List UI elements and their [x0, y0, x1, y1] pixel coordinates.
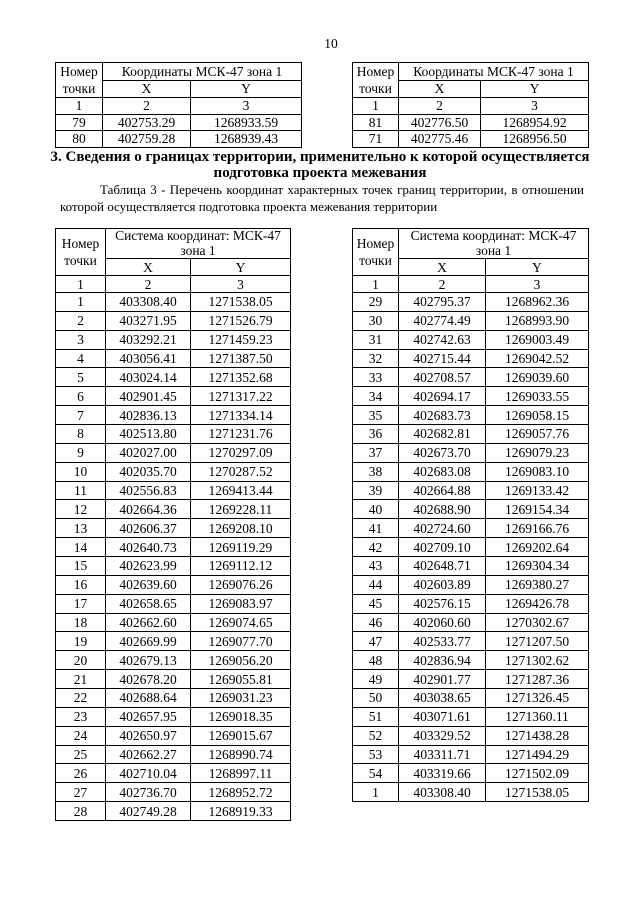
coordinates-table-top-right — [352, 62, 589, 148]
point-number-cell: 11 — [56, 481, 106, 500]
x-coordinate-cell: 403311.71 — [399, 745, 486, 764]
point-number-cell: 2 — [56, 311, 106, 330]
x-column-header: X — [106, 259, 191, 276]
point-number-cell: 10 — [56, 462, 106, 481]
x-coordinate-cell: 403271.95 — [106, 311, 191, 330]
x-coordinate-cell: 402742.63 — [399, 330, 486, 349]
table-row — [56, 519, 291, 538]
x-coordinate-cell: 403056.41 — [106, 349, 191, 368]
x-column-header: X — [103, 80, 191, 98]
x-coordinate-cell: 402694.17 — [399, 387, 486, 406]
table-row — [56, 481, 291, 500]
table-row — [56, 538, 291, 557]
x-coordinate-cell: 402688.64 — [106, 689, 191, 708]
y-coordinate-cell: 1270302.67 — [486, 613, 589, 632]
point-number-cell: 4 — [56, 349, 106, 368]
y-coordinate-cell: 1269042.52 — [486, 349, 589, 368]
table-row — [56, 114, 302, 131]
y-coordinate-cell: 1269056.20 — [191, 651, 291, 670]
y-coordinate-cell: 1271207.50 — [486, 632, 589, 651]
x-coordinate-cell: 402776.50 — [399, 114, 481, 131]
table-row — [353, 670, 589, 689]
y-coordinate-cell: 1269033.55 — [486, 387, 589, 406]
table-row — [56, 613, 291, 632]
table-row — [56, 670, 291, 689]
table-row — [56, 651, 291, 670]
point-number-header: Номер точки — [353, 229, 399, 276]
x-coordinate-cell: 402662.60 — [106, 613, 191, 632]
y-coordinate-cell: 1268997.11 — [191, 764, 291, 783]
x-coordinate-cell: 402710.04 — [106, 764, 191, 783]
point-number-cell: 49 — [353, 670, 399, 689]
y-coordinate-cell: 1269166.76 — [486, 519, 589, 538]
x-coordinate-cell: 402623.99 — [106, 557, 191, 576]
x-coordinate-cell: 402640.73 — [106, 538, 191, 557]
point-number-cell: 1 — [56, 293, 106, 312]
y-coordinate-cell: 1270287.52 — [191, 462, 291, 481]
point-number-cell: 40 — [353, 500, 399, 519]
y-coordinate-cell: 1271538.05 — [191, 293, 291, 312]
point-number-cell: 37 — [353, 443, 399, 462]
column-number-1: 1 — [56, 276, 106, 293]
section-heading-line: 3. Сведения о границах территории, применительно к которой осуществляется — [50, 149, 590, 165]
table-row — [56, 726, 291, 745]
point-number-cell: 9 — [56, 443, 106, 462]
table-row — [353, 330, 589, 349]
x-coordinate-cell: 403308.40 — [399, 783, 486, 802]
y-column-header: Y — [486, 259, 589, 276]
point-number-cell: 47 — [353, 632, 399, 651]
point-number-cell: 44 — [353, 575, 399, 594]
table-row — [353, 293, 589, 312]
table-row — [353, 538, 589, 557]
point-number-cell: 36 — [353, 425, 399, 444]
y-column-header: Y — [191, 80, 302, 98]
y-coordinate-cell: 1271538.05 — [486, 783, 589, 802]
y-coordinate-cell: 1269077.70 — [191, 632, 291, 651]
x-column-header: X — [399, 259, 486, 276]
table-caption-line: которой осуществляется подготовка проекта межевания территории — [60, 199, 438, 214]
x-coordinate-cell: 403292.21 — [106, 330, 191, 349]
y-coordinate-cell: 1269228.11 — [191, 500, 291, 519]
point-number-cell: 25 — [56, 745, 106, 764]
point-number-cell: 19 — [56, 632, 106, 651]
x-coordinate-cell: 402662.27 — [106, 745, 191, 764]
point-number-cell: 28 — [56, 802, 106, 821]
column-number-1: 1 — [353, 276, 399, 293]
y-coordinate-cell: 1269304.34 — [486, 557, 589, 576]
x-coordinate-cell: 402795.37 — [399, 293, 486, 312]
column-number-2: 2 — [399, 276, 486, 293]
x-coordinate-cell: 402683.73 — [399, 406, 486, 425]
table-row — [56, 131, 302, 148]
point-number-cell: 34 — [353, 387, 399, 406]
table-row — [56, 406, 291, 425]
x-coordinate-cell: 402513.80 — [106, 425, 191, 444]
point-number-cell: 1 — [353, 783, 399, 802]
point-number-cell: 27 — [56, 783, 106, 802]
point-number-header: Номер точки — [56, 229, 106, 276]
y-coordinate-cell: 1268993.90 — [486, 311, 589, 330]
x-coordinate-cell: 403329.52 — [399, 726, 486, 745]
table-row — [56, 594, 291, 613]
x-coordinate-cell: 402673.70 — [399, 443, 486, 462]
y-coordinate-cell: 1270297.09 — [191, 443, 291, 462]
table-row — [353, 613, 589, 632]
x-coordinate-cell: 402639.60 — [106, 575, 191, 594]
column-number-1: 1 — [56, 98, 103, 115]
section-heading-line: подготовка проекта межевания — [213, 165, 427, 181]
table-row — [56, 764, 291, 783]
point-number-cell: 71 — [353, 131, 399, 148]
page-number: 10 — [324, 36, 338, 51]
table-row — [56, 462, 291, 481]
coordinate-system-header: Координаты МСК-47 зона 1 — [399, 63, 589, 81]
x-coordinate-cell: 402836.13 — [106, 406, 191, 425]
table-row — [353, 481, 589, 500]
y-column-header: Y — [481, 80, 589, 98]
x-coordinate-cell: 402648.71 — [399, 557, 486, 576]
y-coordinate-cell: 1269083.97 — [191, 594, 291, 613]
x-coordinate-cell: 402556.83 — [106, 481, 191, 500]
table-row — [56, 443, 291, 462]
x-coordinate-cell: 402709.10 — [399, 538, 486, 557]
point-number-cell: 16 — [56, 575, 106, 594]
y-coordinate-cell: 1269083.10 — [486, 462, 589, 481]
point-number-cell: 43 — [353, 557, 399, 576]
y-coordinate-cell: 1271387.50 — [191, 349, 291, 368]
table-row — [353, 114, 589, 131]
x-coordinate-cell: 403319.66 — [399, 764, 486, 783]
y-coordinate-cell: 1269426.78 — [486, 594, 589, 613]
table-row — [353, 406, 589, 425]
y-coordinate-cell: 1269119.29 — [191, 538, 291, 557]
column-number-3: 3 — [191, 276, 291, 293]
coordinate-system-header: Координаты МСК-47 зона 1 — [103, 63, 302, 81]
x-coordinate-cell: 402664.36 — [106, 500, 191, 519]
x-coordinate-cell: 402759.28 — [103, 131, 191, 148]
x-coordinate-cell: 402688.90 — [399, 500, 486, 519]
point-number-cell: 6 — [56, 387, 106, 406]
point-number-cell: 52 — [353, 726, 399, 745]
point-number-cell: 17 — [56, 594, 106, 613]
coordinate-system-header: Система координат: МСК-47 зона 1 — [399, 229, 589, 259]
point-number-cell: 41 — [353, 519, 399, 538]
point-number-cell: 39 — [353, 481, 399, 500]
table-row — [353, 349, 589, 368]
table-row — [56, 802, 291, 821]
y-coordinate-cell: 1269003.49 — [486, 330, 589, 349]
point-number-cell: 24 — [56, 726, 106, 745]
y-coordinate-cell: 1269413.44 — [191, 481, 291, 500]
table-row — [56, 632, 291, 651]
point-number-cell: 23 — [56, 707, 106, 726]
table-row — [56, 330, 291, 349]
x-coordinate-cell: 403308.40 — [106, 293, 191, 312]
table-row — [353, 764, 589, 783]
point-number-cell: 45 — [353, 594, 399, 613]
table-body — [353, 114, 589, 147]
point-number-header: Номер точки — [353, 63, 399, 98]
table-row — [353, 462, 589, 481]
table-caption-line: Таблица 3 - Перечень координат характерных точек границ территории, в отношении — [100, 182, 584, 197]
x-coordinate-cell: 402715.44 — [399, 349, 486, 368]
table-row — [353, 575, 589, 594]
y-coordinate-cell: 1269039.60 — [486, 368, 589, 387]
y-coordinate-cell: 1271526.79 — [191, 311, 291, 330]
point-number-cell: 79 — [56, 114, 103, 131]
table-row — [353, 745, 589, 764]
y-coordinate-cell: 1271352.68 — [191, 368, 291, 387]
y-coordinate-cell: 1269057.76 — [486, 425, 589, 444]
y-coordinate-cell: 1269112.12 — [191, 557, 291, 576]
x-coordinate-cell: 402657.95 — [106, 707, 191, 726]
y-coordinate-cell: 1271494.29 — [486, 745, 589, 764]
table-row — [353, 500, 589, 519]
boundary-coordinates-table-right — [352, 228, 589, 802]
table-body — [353, 293, 589, 802]
y-coordinate-cell: 1269202.64 — [486, 538, 589, 557]
table-row — [353, 131, 589, 148]
x-coordinate-cell: 402774.49 — [399, 311, 486, 330]
table-row — [56, 575, 291, 594]
x-coordinate-cell: 402603.89 — [399, 575, 486, 594]
x-coordinate-cell: 402606.37 — [106, 519, 191, 538]
y-coordinate-cell: 1268962.36 — [486, 293, 589, 312]
y-coordinate-cell: 1268919.33 — [191, 802, 291, 821]
table-row — [56, 387, 291, 406]
section-heading — [0, 149, 640, 181]
coordinates-table-top-left — [55, 62, 302, 148]
point-number-cell: 3 — [56, 330, 106, 349]
y-coordinate-cell: 1269154.34 — [486, 500, 589, 519]
table-row — [353, 651, 589, 670]
x-coordinate-cell: 402901.45 — [106, 387, 191, 406]
point-number-header: Номер точки — [56, 63, 103, 98]
table-row — [56, 293, 291, 312]
y-coordinate-cell: 1269018.35 — [191, 707, 291, 726]
x-coordinate-cell: 402753.29 — [103, 114, 191, 131]
column-number-1: 1 — [353, 98, 399, 115]
column-number-2: 2 — [399, 98, 481, 115]
y-coordinate-cell: 1268933.59 — [191, 114, 302, 131]
y-coordinate-cell: 1271334.14 — [191, 406, 291, 425]
y-coordinate-cell: 1269015.67 — [191, 726, 291, 745]
point-number-cell: 54 — [353, 764, 399, 783]
table-row — [56, 500, 291, 519]
x-coordinate-cell: 402901.77 — [399, 670, 486, 689]
x-coordinate-cell: 402664.88 — [399, 481, 486, 500]
point-number-cell: 26 — [56, 764, 106, 783]
y-coordinate-cell: 1269133.42 — [486, 481, 589, 500]
table-row — [56, 745, 291, 764]
table-row — [353, 632, 589, 651]
y-coordinate-cell: 1271231.76 — [191, 425, 291, 444]
table-body — [56, 114, 302, 147]
table-row — [56, 368, 291, 387]
point-number-cell: 38 — [353, 462, 399, 481]
point-number-cell: 30 — [353, 311, 399, 330]
table-row — [353, 783, 589, 802]
column-number-2: 2 — [103, 98, 191, 115]
point-number-cell: 81 — [353, 114, 399, 131]
table-row — [56, 425, 291, 444]
x-coordinate-cell: 402060.60 — [399, 613, 486, 632]
table-row — [56, 557, 291, 576]
y-coordinate-cell: 1269055.81 — [191, 670, 291, 689]
column-number-3: 3 — [486, 276, 589, 293]
table-row — [353, 311, 589, 330]
table-row — [353, 689, 589, 708]
point-number-cell: 35 — [353, 406, 399, 425]
y-coordinate-cell: 1271287.36 — [486, 670, 589, 689]
point-number-cell: 14 — [56, 538, 106, 557]
y-coordinate-cell: 1268952.72 — [191, 783, 291, 802]
x-coordinate-cell: 402736.70 — [106, 783, 191, 802]
point-number-cell: 31 — [353, 330, 399, 349]
x-coordinate-cell: 402724.60 — [399, 519, 486, 538]
point-number-cell: 53 — [353, 745, 399, 764]
point-number-cell: 8 — [56, 425, 106, 444]
point-number-cell: 29 — [353, 293, 399, 312]
x-coordinate-cell: 402533.77 — [399, 632, 486, 651]
point-number-cell: 13 — [56, 519, 106, 538]
x-coordinate-cell: 402683.08 — [399, 462, 486, 481]
x-coordinate-cell: 402658.65 — [106, 594, 191, 613]
x-column-header: X — [399, 80, 481, 98]
point-number-cell: 46 — [353, 613, 399, 632]
point-number-cell: 22 — [56, 689, 106, 708]
y-coordinate-cell: 1269380.27 — [486, 575, 589, 594]
y-coordinate-cell: 1269079.23 — [486, 443, 589, 462]
x-coordinate-cell: 402678.20 — [106, 670, 191, 689]
point-number-cell: 18 — [56, 613, 106, 632]
table-row — [56, 707, 291, 726]
point-number-cell: 48 — [353, 651, 399, 670]
table-row — [353, 387, 589, 406]
y-coordinate-cell: 1269031.23 — [191, 689, 291, 708]
point-number-cell: 51 — [353, 707, 399, 726]
point-number-cell: 12 — [56, 500, 106, 519]
y-coordinate-cell: 1271302.62 — [486, 651, 589, 670]
point-number-cell: 80 — [56, 131, 103, 148]
y-coordinate-cell: 1268956.50 — [481, 131, 589, 148]
column-number-2: 2 — [106, 276, 191, 293]
y-coordinate-cell: 1269058.15 — [486, 406, 589, 425]
y-coordinate-cell: 1271459.23 — [191, 330, 291, 349]
table-row — [56, 689, 291, 708]
table-row — [56, 311, 291, 330]
table-row — [353, 707, 589, 726]
table-row — [56, 349, 291, 368]
y-coordinate-cell: 1268990.74 — [191, 745, 291, 764]
x-coordinate-cell: 403038.65 — [399, 689, 486, 708]
x-coordinate-cell: 402035.70 — [106, 462, 191, 481]
y-coordinate-cell: 1269208.10 — [191, 519, 291, 538]
x-coordinate-cell: 403024.14 — [106, 368, 191, 387]
y-column-header: Y — [191, 259, 291, 276]
x-coordinate-cell: 402775.46 — [399, 131, 481, 148]
x-coordinate-cell: 402669.99 — [106, 632, 191, 651]
coordinate-system-header: Система координат: МСК-47 зона 1 — [106, 229, 291, 259]
table-row — [353, 557, 589, 576]
point-number-cell: 20 — [56, 651, 106, 670]
column-number-3: 3 — [191, 98, 302, 115]
x-coordinate-cell: 402576.15 — [399, 594, 486, 613]
column-number-3: 3 — [481, 98, 589, 115]
point-number-cell: 7 — [56, 406, 106, 425]
y-coordinate-cell: 1268939.43 — [191, 131, 302, 148]
y-coordinate-cell: 1269074.65 — [191, 613, 291, 632]
x-coordinate-cell: 402679.13 — [106, 651, 191, 670]
x-coordinate-cell: 402027.00 — [106, 443, 191, 462]
y-coordinate-cell: 1271502.09 — [486, 764, 589, 783]
table-row — [353, 368, 589, 387]
boundary-coordinates-table-left — [55, 228, 291, 821]
y-coordinate-cell: 1271326.45 — [486, 689, 589, 708]
point-number-cell: 15 — [56, 557, 106, 576]
x-coordinate-cell: 402836.94 — [399, 651, 486, 670]
table-row — [56, 783, 291, 802]
point-number-cell: 42 — [353, 538, 399, 557]
y-coordinate-cell: 1271360.11 — [486, 707, 589, 726]
table-row — [353, 594, 589, 613]
point-number-cell: 33 — [353, 368, 399, 387]
x-coordinate-cell: 402650.97 — [106, 726, 191, 745]
y-coordinate-cell: 1269076.26 — [191, 575, 291, 594]
x-coordinate-cell: 402682.81 — [399, 425, 486, 444]
y-coordinate-cell: 1268954.92 — [481, 114, 589, 131]
table-row — [353, 519, 589, 538]
x-coordinate-cell: 402749.28 — [106, 802, 191, 821]
table-row — [353, 726, 589, 745]
x-coordinate-cell: 403071.61 — [399, 707, 486, 726]
table-body — [56, 293, 291, 821]
point-number-cell: 50 — [353, 689, 399, 708]
y-coordinate-cell: 1271438.28 — [486, 726, 589, 745]
x-coordinate-cell: 402708.57 — [399, 368, 486, 387]
point-number-cell: 21 — [56, 670, 106, 689]
point-number-cell: 32 — [353, 349, 399, 368]
y-coordinate-cell: 1271317.22 — [191, 387, 291, 406]
table-row — [353, 443, 589, 462]
point-number-cell: 5 — [56, 368, 106, 387]
table-row — [353, 425, 589, 444]
